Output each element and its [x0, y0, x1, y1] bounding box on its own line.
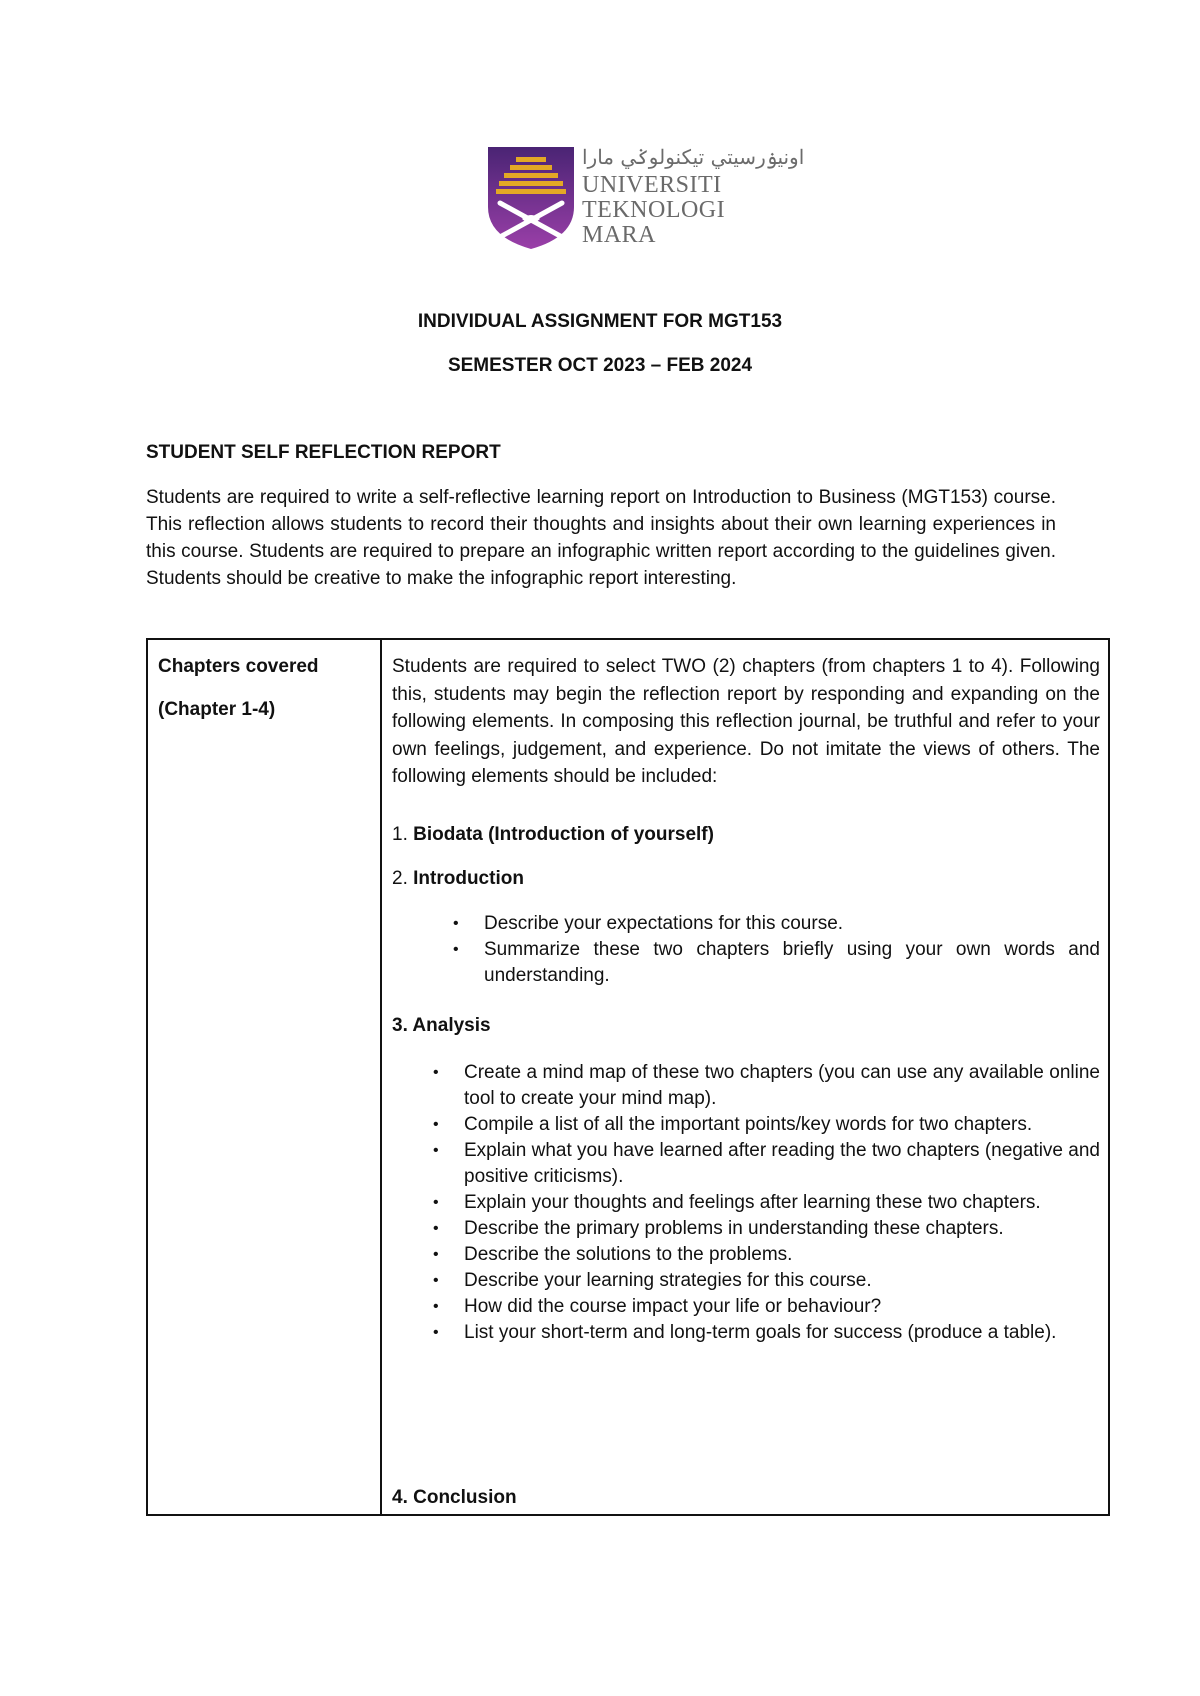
list-item-text: Describe your expectations for this course.	[484, 913, 844, 934]
bullet-icon: •	[453, 915, 459, 932]
report-title: STUDENT SELF REFLECTION REPORT	[146, 442, 501, 463]
bullet-icon: •	[433, 1194, 439, 1211]
report-intro-paragraph: Students are required to write a self-reflective learning report on Introduction to Business (MGT153) course. This reflection allows students to record their thoughts and insights about their own learning experiences in this course. Students are required to prepare an infographic written report according to the guidelines given. Students should be creative to make the infographic report interesting.	[146, 487, 1056, 589]
bullet-icon: •	[433, 1272, 439, 1289]
bullet-icon: •	[453, 941, 459, 958]
semester-title: SEMESTER OCT 2023 – FEB 2024	[447, 355, 753, 376]
element-number: 1.	[392, 824, 414, 845]
list-item	[392, 1190, 1100, 1216]
logo-line-teknologi: TEKNOLOGI	[582, 197, 726, 223]
logo-jawi-text: اونيۏرسيتي تيكنولوݢي مارا	[582, 145, 805, 169]
list-item-text: Compile a list of all the important points/key words for two chapters.	[464, 1114, 1033, 1135]
introduction-bullet-list	[392, 911, 1100, 989]
element-title: Introduction	[413, 868, 524, 889]
list-item-text: Explain your thoughts and feelings after learning these two chapters.	[464, 1192, 1041, 1213]
list-item-text: List your short-term and long-term goals for success (produce a table).	[464, 1322, 1057, 1343]
analysis-bullet-list	[392, 1060, 1100, 1346]
list-item-text: Describe the solutions to the problems.	[464, 1244, 793, 1265]
logo-line-universiti: UNIVERSITI	[582, 172, 722, 198]
list-item	[392, 1216, 1100, 1242]
list-item	[392, 1138, 1100, 1190]
university-logo	[486, 145, 805, 250]
list-item-text: Summarize these two chapters briefly using your own words and understanding.	[484, 939, 1100, 986]
bullet-icon: •	[433, 1246, 439, 1263]
bullet-icon: •	[433, 1064, 439, 1081]
instructions-paragraph: Students are required to select TWO (2) chapters (from chapters 1 to 4). Following this, students may begin the reflection report by responding and expanding on the following elements. In composing this reflection journal, be truthful and refer to your own feelings, judgement, and experience. Do not imitate the views of others. The following elements should be included:	[392, 656, 1100, 787]
element-title: Biodata (Introduction of yourself)	[413, 824, 714, 845]
list-item-text: Describe your learning strategies for this course.	[464, 1270, 872, 1291]
bullet-icon: •	[433, 1220, 439, 1237]
list-item	[392, 1320, 1100, 1346]
bullet-icon: •	[433, 1298, 439, 1315]
list-item	[392, 937, 1100, 989]
list-item	[392, 1112, 1100, 1138]
table-column-divider	[380, 640, 382, 1514]
element-introduction	[392, 867, 524, 891]
bullet-icon: •	[433, 1116, 439, 1133]
list-item-text: Describe the primary problems in understanding these chapters.	[464, 1218, 1004, 1239]
assignment-title: INDIVIDUAL ASSIGNMENT FOR MGT153	[417, 311, 783, 332]
bullet-icon: •	[433, 1324, 439, 1341]
list-item-text: How did the course impact your life or behaviour?	[464, 1296, 882, 1317]
list-item	[392, 1268, 1100, 1294]
list-item	[392, 911, 1100, 937]
list-item	[392, 1294, 1100, 1320]
uitm-emblem-icon	[486, 145, 576, 250]
list-item	[392, 1242, 1100, 1268]
element-biodata	[392, 823, 714, 847]
element-analysis: 3. Analysis	[392, 1015, 491, 1036]
requirements-table	[146, 638, 1110, 1516]
chapters-covered-label: Chapters covered	[158, 656, 319, 677]
element-number: 2.	[392, 868, 414, 889]
element-conclusion: 4. Conclusion	[392, 1487, 517, 1508]
chapter-range-label: (Chapter 1-4)	[158, 699, 276, 720]
list-item	[392, 1060, 1100, 1112]
logo-line-mara: MARA	[582, 222, 657, 248]
list-item-text: Create a mind map of these two chapters (you can use any available online tool to create your mind map).	[464, 1062, 1100, 1109]
bullet-icon: •	[433, 1142, 439, 1159]
list-item-text: Explain what you have learned after reading the two chapters (negative and positive criticisms).	[464, 1140, 1100, 1187]
